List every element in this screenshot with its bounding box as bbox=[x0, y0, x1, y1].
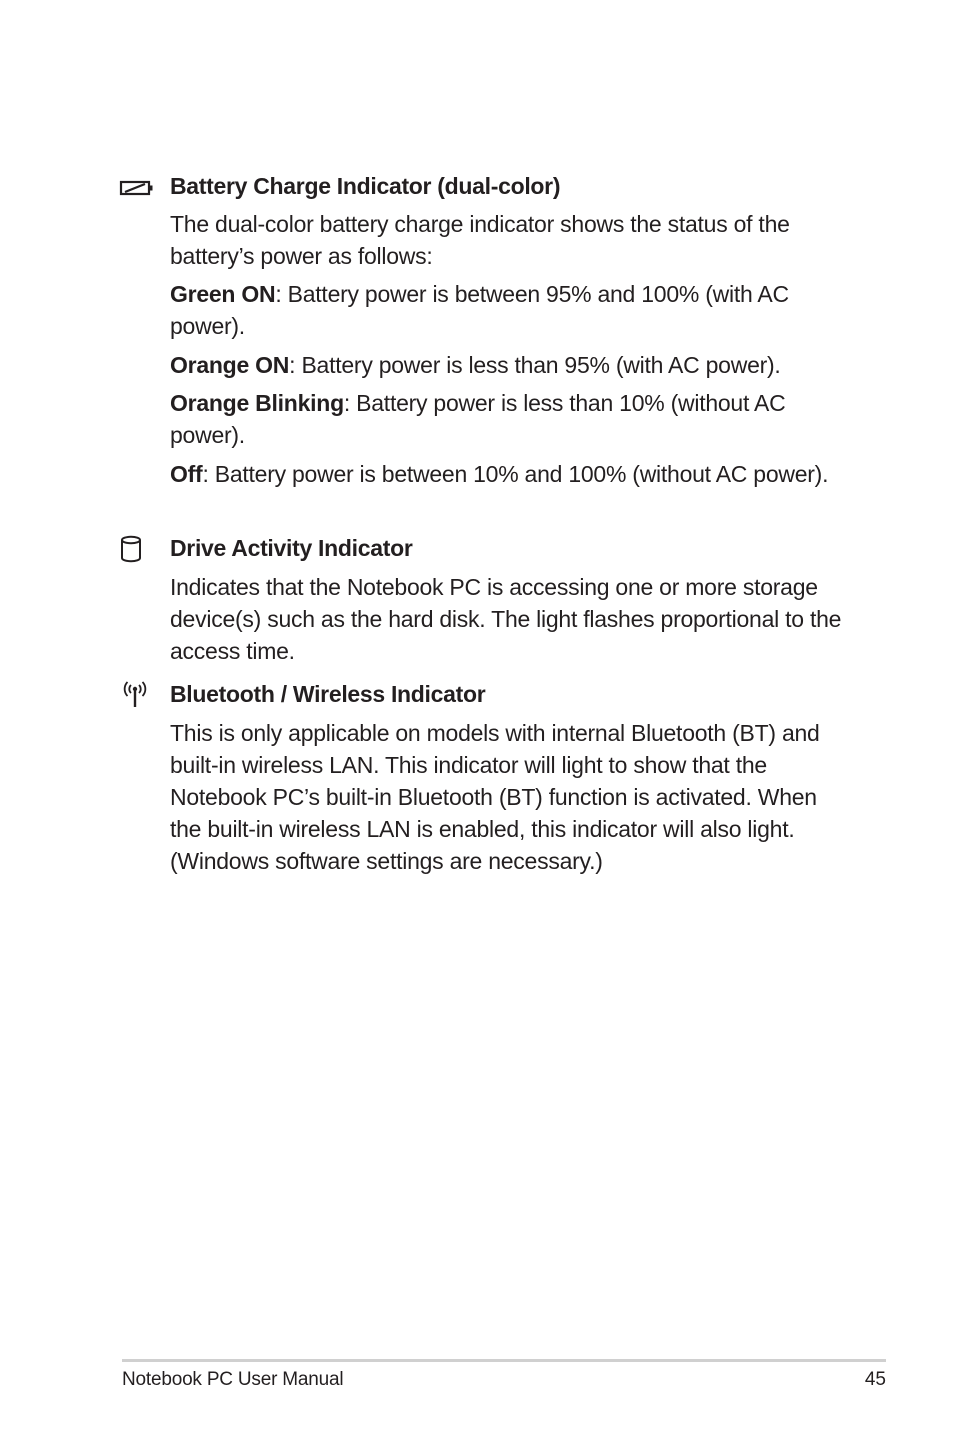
state-label: Off bbox=[170, 461, 203, 487]
battery-icon bbox=[118, 176, 154, 206]
state-text: Battery power is less than 95% (with AC power). bbox=[301, 352, 781, 378]
footer-divider bbox=[122, 1359, 886, 1362]
state-label: Orange Blinking bbox=[170, 390, 344, 416]
manual-title: Notebook PC User Manual bbox=[122, 1369, 344, 1390]
drive-icon bbox=[118, 535, 154, 565]
state-label: Green ON bbox=[170, 281, 276, 307]
state-separator: : bbox=[202, 461, 215, 487]
state-label: Orange ON bbox=[170, 352, 290, 378]
battery-heading: Battery Charge Indicator (dual-color) bbox=[170, 173, 561, 199]
state-text: Battery power is less than 10% (without AC power). bbox=[170, 390, 786, 448]
state-separator: : bbox=[289, 352, 302, 378]
wireless-text: This is only applicable on models with internal Bluetooth (BT) and built-in wireless LAN. This indicator will light to show that the Notebook PC’s built-in Bluetooth (BT) function is activated. When the built-in wireless LAN is enabled, this indicator will also light. (Windows software settings are necessary.) bbox=[170, 720, 820, 874]
battery-state-green bbox=[170, 278, 845, 342]
state-separator: : bbox=[343, 390, 357, 416]
wireless-icon bbox=[118, 680, 154, 710]
state-text: Battery power is between 95% and 100% (with AC power). bbox=[170, 281, 789, 339]
battery-intro: The dual-color battery charge indicator shows the status of the battery’s power as follows: bbox=[170, 211, 790, 269]
battery-state-orange-blinking bbox=[170, 387, 845, 451]
drive-text: Indicates that the Notebook PC is accessing one or more storage device(s) such as the hard disk. The light flashes proportional to the access time. bbox=[170, 574, 842, 664]
battery-state-off bbox=[170, 458, 845, 490]
battery-state-orange-on bbox=[170, 349, 845, 381]
state-separator: : bbox=[275, 281, 288, 307]
wireless-heading: Bluetooth / Wireless Indicator bbox=[170, 681, 486, 707]
page-number: 45 bbox=[864, 1369, 886, 1390]
state-text: Battery power is between 10% and 100% (without AC power). bbox=[214, 461, 829, 487]
drive-heading: Drive Activity Indicator bbox=[170, 535, 413, 561]
